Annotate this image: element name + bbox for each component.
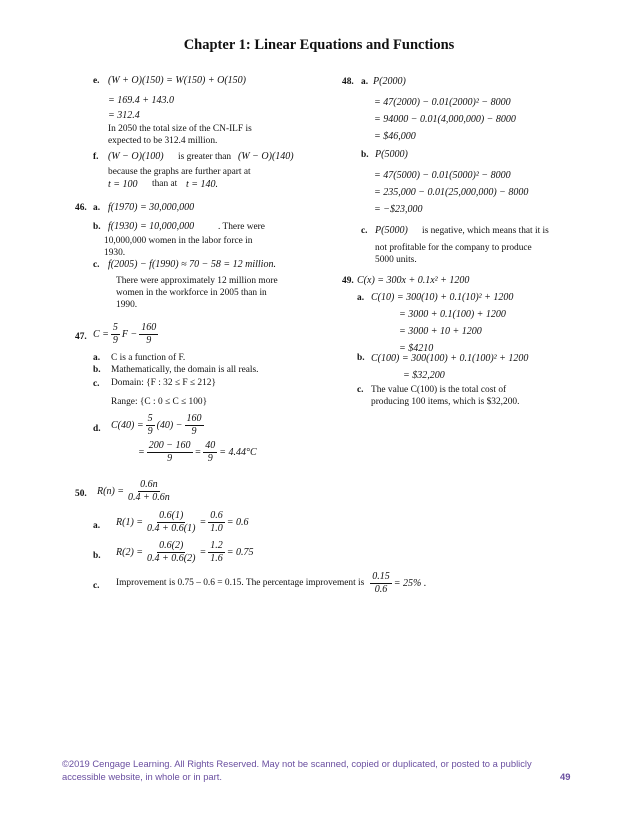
problem-47-number: 47. bbox=[75, 332, 87, 342]
p50-b-lhs: R(2) = bbox=[116, 546, 144, 558]
page-number: 49 bbox=[560, 771, 571, 782]
p47-a: C is a function of F. bbox=[111, 353, 186, 363]
p46-b-label: b. bbox=[93, 222, 101, 232]
p47-b-label: b. bbox=[93, 365, 101, 375]
p47-d2-eq2: = bbox=[194, 446, 202, 458]
p50-b-label: b. bbox=[93, 551, 101, 561]
p47-d-mid: (40) − bbox=[156, 419, 183, 431]
p50-a-frac1-den: 0.4 + 0.6(1) bbox=[147, 523, 196, 534]
p47-b: Mathematically, the domain is all reals. bbox=[111, 365, 259, 375]
p50-a-eq: = bbox=[199, 516, 207, 528]
p48-c-note2: 5000 units. bbox=[375, 255, 417, 265]
p47-frac2-num: 160 bbox=[141, 322, 157, 333]
p46-b-note1: 10,000,000 women in the labor force in bbox=[104, 236, 253, 246]
p49-a-line1: C(10) = 300(10) + 0.1(10)² + 1200 bbox=[371, 292, 514, 303]
p46-b-note2: 1930. bbox=[104, 248, 126, 258]
p50-c-result: = 25% . bbox=[393, 577, 427, 589]
p48-c-text: is negative, which means that it is bbox=[422, 226, 549, 236]
p46-b-math: f(1930) = 10,000,000 bbox=[108, 221, 195, 232]
p48-a-label: a. bbox=[361, 77, 369, 87]
p46-b-text: . There were bbox=[218, 222, 265, 232]
p48-a-line2: = 94000 − 0.01(4,000,000) − 8000 bbox=[374, 114, 516, 125]
f-line1b: is greater than bbox=[178, 152, 232, 162]
p47-frac1-den: 9 bbox=[112, 335, 118, 346]
p49-c-text1: The value C(100) is the total cost of bbox=[371, 385, 507, 395]
p49-a-line4: = $4210 bbox=[399, 343, 434, 354]
p50-a-result: = 0.6 bbox=[226, 516, 249, 528]
p48-a-line1: = 47(2000) − 0.01(2000)² − 8000 bbox=[374, 97, 511, 108]
copyright-line2: accessible website, in whole or in part. bbox=[62, 771, 222, 782]
p50-b-frac1-num: 0.6(2) bbox=[159, 540, 184, 551]
p48-b-line3: = −$23,000 bbox=[374, 204, 423, 215]
p47-equation bbox=[93, 323, 160, 346]
p50-b-equation bbox=[116, 541, 253, 564]
p50-a-frac2-den: 1.0 bbox=[210, 523, 223, 534]
p50-c-text: Improvement is 0.75 – 0.6 = 0.15. The percentage improvement is bbox=[116, 577, 365, 588]
p48-c-note1: not profitable for the company to produce bbox=[375, 243, 532, 253]
p46-a-label: a. bbox=[93, 203, 101, 213]
p50-a-equation bbox=[116, 511, 248, 534]
e-line3: = 312.4 bbox=[108, 110, 140, 121]
p47-frac2-den: 9 bbox=[146, 335, 152, 346]
p48-b-label: b. bbox=[361, 150, 369, 160]
p49-b-label: b. bbox=[357, 353, 365, 363]
p49-c-text2: producing 100 items, which is $32,200. bbox=[371, 397, 520, 407]
p48-b-line1: = 47(5000) − 0.01(5000)² − 8000 bbox=[374, 170, 511, 181]
p49-a-label: a. bbox=[357, 293, 365, 303]
p50-a-label: a. bbox=[93, 521, 101, 531]
p50-c-label: c. bbox=[93, 581, 100, 591]
p47-c-range: Range: {C : 0 ≤ C ≤ 100} bbox=[111, 397, 208, 407]
p50-frac-num: 0.6n bbox=[140, 479, 158, 490]
p47-d2-eq: = bbox=[138, 446, 145, 458]
p47-d2-frac1-num: 200 − 160 bbox=[148, 440, 191, 451]
p46-c-note1: There were approximately 12 million more bbox=[116, 276, 278, 286]
f-line1a: (W − O)(100) bbox=[108, 151, 164, 162]
f-note2c: t = 140. bbox=[186, 179, 219, 190]
p47-d-frac2-num: 160 bbox=[186, 413, 202, 424]
p50-a-frac1-num: 0.6(1) bbox=[159, 510, 184, 521]
p49-b-line1: C(100) = 300(100) + 0.1(100)² + 1200 bbox=[371, 353, 529, 364]
p50-a-frac2-num: 0.6 bbox=[210, 510, 223, 521]
p48-c-label: c. bbox=[361, 226, 368, 236]
p48-a-line3: = $46,000 bbox=[374, 131, 416, 142]
p47-d2-frac2-num: 40 bbox=[205, 440, 216, 451]
label-f: f. bbox=[93, 152, 99, 162]
p47-d-equation2 bbox=[138, 441, 257, 464]
p48-b-line2: = 235,000 − 0.01(25,000,000) − 8000 bbox=[374, 187, 529, 198]
e-note1: In 2050 the total size of the CN-ILF is bbox=[108, 124, 252, 134]
p47-mid: F − bbox=[121, 328, 138, 340]
problem-48-number: 48. bbox=[342, 77, 354, 87]
p47-d-equation bbox=[111, 414, 206, 437]
p47-d-frac2-den: 9 bbox=[191, 426, 197, 437]
p47-d2-frac1-den: 9 bbox=[167, 453, 173, 464]
p48-b-head: P(5000) bbox=[375, 149, 408, 160]
page-title: Chapter 1: Linear Equations and Functions bbox=[183, 37, 455, 53]
p48-a-head: P(2000) bbox=[373, 76, 406, 87]
f-note2b: than at bbox=[152, 179, 178, 189]
e-note2: expected to be 312.4 million. bbox=[108, 136, 218, 146]
p47-lhs: C = bbox=[93, 328, 109, 340]
p50-lhs: R(n) = bbox=[97, 485, 125, 497]
p47-c-domain: Domain: {F : 32 ≤ F ≤ 212} bbox=[111, 378, 216, 388]
p47-d-frac1-den: 9 bbox=[147, 426, 153, 437]
p50-b-eq: = bbox=[199, 546, 207, 558]
p50-b-frac2-num: 1.2 bbox=[210, 540, 223, 551]
p50-frac-den: 0.4 + 0.6n bbox=[128, 492, 170, 503]
p47-a-label: a. bbox=[93, 353, 101, 363]
p46-a: f(1970) = 30,000,000 bbox=[108, 202, 195, 213]
p47-d-label: d. bbox=[93, 424, 101, 434]
p48-c-math: P(5000) bbox=[375, 225, 408, 236]
p49-b-line2: = $32,200 bbox=[403, 370, 445, 381]
p46-c-label: c. bbox=[93, 260, 100, 270]
f-note2a: t = 100 bbox=[108, 179, 138, 190]
p47-d2-frac2-den: 9 bbox=[207, 453, 213, 464]
f-note1: because the graphs are further apart at bbox=[108, 167, 251, 177]
copyright-line1: ©2019 Cengage Learning. All Rights Reserved. May not be scanned, copied or duplicated, or posted to a publicly bbox=[62, 758, 532, 769]
p47-frac1-num: 5 bbox=[112, 322, 118, 333]
p49-a-line3: = 3000 + 10 + 1200 bbox=[399, 326, 482, 337]
p50-c-frac-den: 0.6 bbox=[374, 584, 388, 595]
p49-c-label: c. bbox=[357, 385, 364, 395]
p50-c-frac-num: 0.15 bbox=[372, 571, 390, 582]
p50-b-frac1-den: 0.4 + 0.6(2) bbox=[147, 553, 196, 564]
problem-49-number: 49. bbox=[342, 276, 354, 286]
e-line2: = 169.4 + 143.0 bbox=[108, 95, 174, 106]
p47-c-label: c. bbox=[93, 379, 100, 389]
p49-a-line2: = 3000 + 0.1(100) + 1200 bbox=[399, 309, 506, 320]
p47-d-lhs: C(40) = bbox=[111, 419, 144, 431]
problem-46-number: 46. bbox=[75, 203, 87, 213]
problem-50-number: 50. bbox=[75, 489, 87, 499]
p50-a-lhs: R(1) = bbox=[116, 516, 144, 528]
p47-d-frac1-num: 5 bbox=[147, 413, 153, 424]
p46-c: f(2005) − f(1990) ≈ 70 − 58 = 12 million. bbox=[108, 259, 276, 270]
p49-head: C(x) = 300x + 0.1x² + 1200 bbox=[357, 275, 470, 286]
p50-b-frac2-den: 1.6 bbox=[210, 553, 223, 564]
p50-b-result: = 0.75 bbox=[226, 546, 254, 558]
e-line1: (W + O)(150) = W(150) + O(150) bbox=[108, 75, 246, 86]
p50-equation bbox=[97, 480, 174, 503]
p47-d2-result: = 4.44°C bbox=[219, 446, 257, 458]
f-line1c: (W − O)(140) bbox=[238, 151, 294, 162]
label-e: e. bbox=[93, 76, 100, 86]
p50-c-line bbox=[116, 572, 426, 595]
p46-c-note2: women in the workforce in 2005 than in bbox=[116, 288, 267, 298]
p46-c-note3: 1990. bbox=[116, 300, 138, 310]
